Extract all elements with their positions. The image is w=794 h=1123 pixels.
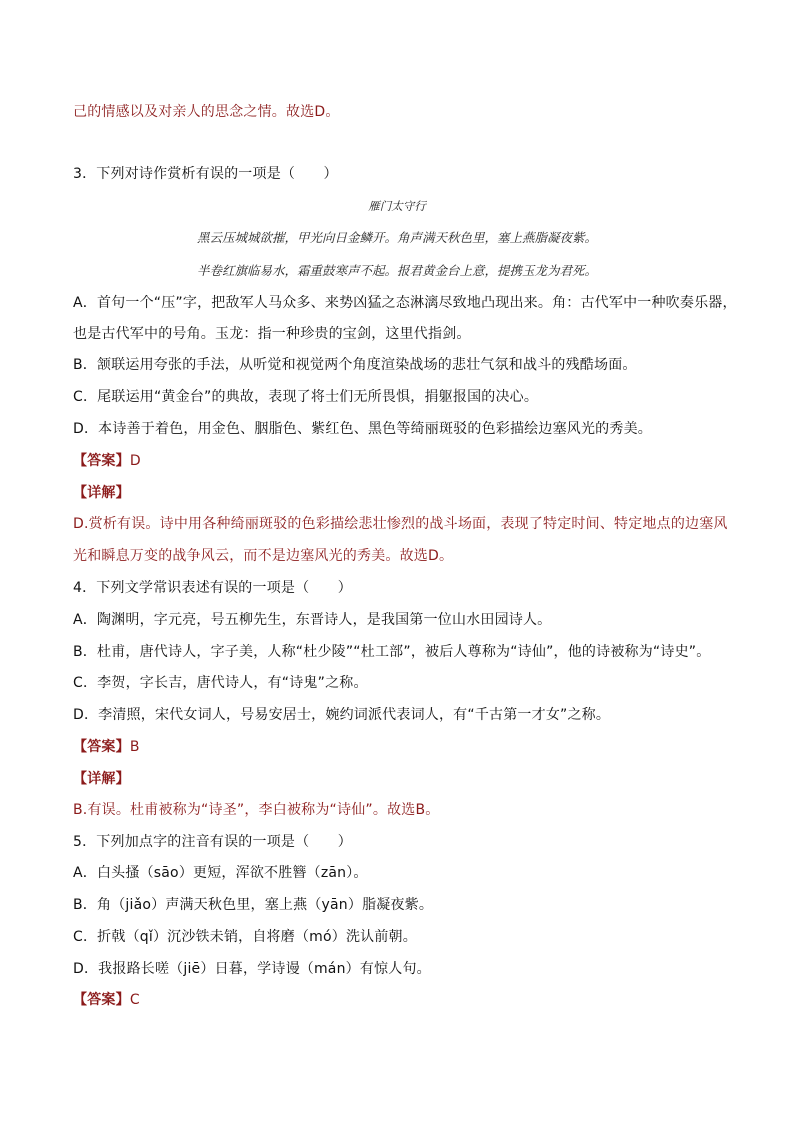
answer-value: C: [129, 992, 140, 1008]
detail-label-3: 【详解】: [73, 485, 130, 501]
question-3-option-d: D．本诗善于着色，用金色、胭脂色、紫红色、黑色等绮丽斑驳的色彩描绘边塞风光的秀美。: [73, 421, 652, 437]
question-5-stem: 5．下列加点字的注音有误的一项是（ ）: [73, 834, 352, 850]
question-3-stem: 3．下列对诗作赏析有误的一项是（ ）: [73, 166, 338, 182]
question-3-option-b: B．颔联运用夸张的手法，从听觉和视觉两个角度渲染战场的悲壮气氛和战斗的残酷场面。: [73, 357, 637, 373]
detail-label-4: 【详解】: [73, 771, 130, 787]
question-3-option-a-cont: 也是古代军中的号角。玉龙：指一种珍贵的宝剑，这里代指剑。: [73, 326, 471, 342]
poem-line-1: 黑云压城城欲摧，甲光向日金鳞开。角声满天秋色里，塞上燕脂凝夜紫。: [196, 230, 597, 245]
question-4-option-b: B．杜甫，唐代诗人，字子美，人称“杜少陵”“杜工部”，被后人尊称为“诗仙”，他的诗被称为“诗史”。: [73, 644, 711, 660]
answer-5: [73, 991, 140, 1009]
explanation-3-line-1: D.赏析有误。诗中用各种绮丽斑驳的色彩描绘悲壮惨烈的战斗场面，表现了特定时间、特定地点的边塞风: [73, 516, 728, 532]
explanation-3-line-2: 光和瞬息万变的战争风云，而不是边塞风光的秀美。故选D。: [73, 548, 454, 564]
answer-label: 【答案】: [73, 739, 130, 755]
answer-4: [73, 738, 140, 756]
question-4-option-c: C．李贺，字长吉，唐代诗人，有“诗鬼”之称。: [73, 675, 368, 691]
question-3-option-a: A．首句一个“压”字，把敌军人马众多、来势凶猛之态淋漓尽致地凸现出来。角：古代军中一种吹奏乐器，: [73, 295, 737, 311]
question-5-option-b: B．角（jiǎo）声满天秋色里，塞上燕（yān）脂凝夜紫。: [73, 897, 434, 913]
question-4-option-d: D．李清照，宋代女词人，号易安居士，婉约词派代表词人，有“千古第一才女”之称。: [73, 707, 611, 723]
question-3-option-c: C．尾联运用“黄金台”的典故，表现了将士们无所畏惧，捐躯报国的决心。: [73, 389, 539, 405]
question-4-stem: 4．下列文学常识表述有误的一项是（ ）: [73, 580, 352, 596]
question-5-option-c: C．折戟（qǐ）沉沙铁未销，自将磨（mó）洗认前朝。: [73, 929, 417, 945]
explanation-4: B.有误。杜甫被称为“诗圣”，李白被称为“诗仙”。故选B。: [73, 802, 440, 818]
question-5-option-a: A．白头搔（sāo）更短，浑欲不胜簪（zān）。: [73, 865, 368, 881]
answer-label: 【答案】: [73, 453, 130, 469]
poem-line-2: 半卷红旗临易水，霜重鼓寒声不起。报君黄金台上意，提携玉龙为君死。: [196, 263, 597, 278]
answer-3: [73, 452, 141, 470]
answer-label: 【答案】: [73, 992, 130, 1008]
explanation-text: 己的情感以及对亲人的思念之情。故选D。: [73, 104, 340, 120]
question-4-option-a: A．陶渊明，字元亮，号五柳先生，东晋诗人，是我国第一位山水田园诗人。: [73, 612, 552, 628]
question-5-option-d: D．我报路长嗟（jiē）日暮，学诗谩（mán）有惊人句。: [73, 961, 431, 977]
answer-value: B: [129, 739, 140, 755]
answer-value: D: [129, 453, 141, 469]
poem-title: 雁门太守行: [368, 199, 426, 213]
